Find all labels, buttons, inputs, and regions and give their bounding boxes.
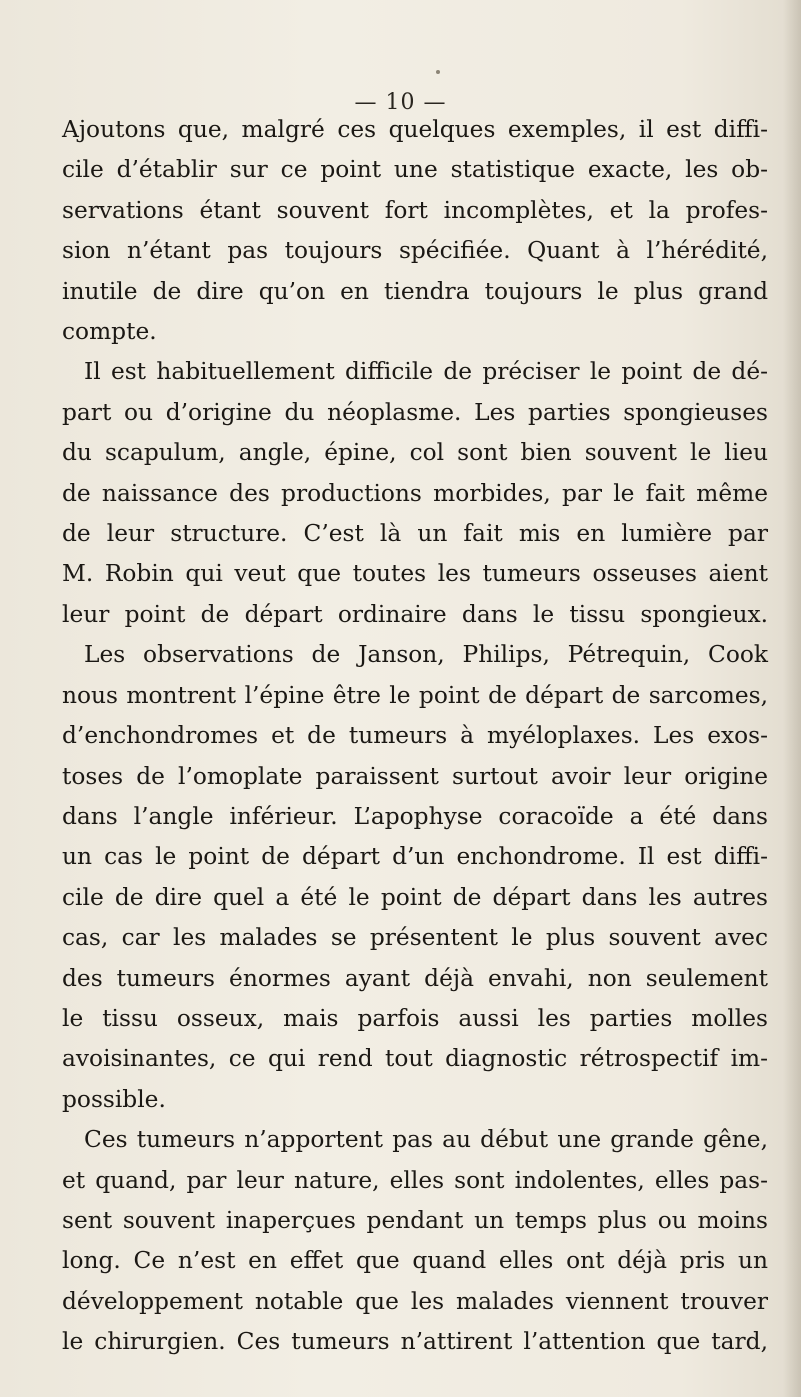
text-line: et quand, par leur nature, elles sont indolentes, elles pas- (62, 1166, 768, 1194)
body-text (62, 110, 768, 1363)
text-line: le tissu osseux, mais parfois aussi les parties molles (62, 1004, 768, 1032)
text-line: toses de l’omoplate paraissent surtout avoir leur origine (62, 762, 768, 790)
text-line: compte. (62, 318, 157, 346)
text-line: cas, car les malades se présentent le plus souvent avec (62, 924, 768, 952)
text-line: d’enchondromes et de tumeurs à myéloplaxes. Les exos- (62, 722, 768, 750)
text-line: dans l’angle inférieur. L’apophyse coracoïde a été dans (62, 802, 768, 830)
text-line: servations étant souvent fort incomplètes, et la profes- (62, 196, 768, 224)
text-line: cile de dire quel a été le point de départ dans les autres (62, 883, 768, 911)
page-edge-shadow (783, 0, 801, 1397)
text-line: développement notable que les malades viennent trouver (62, 1287, 768, 1315)
text-line: M. Robin qui veut que toutes les tumeurs osseuses aient (62, 560, 768, 588)
text-line: de leur structure. C’est là un fait mis en lumière par (62, 520, 768, 548)
text-line: avoisinantes, ce qui rend tout diagnostic rétrospectif im- (62, 1045, 768, 1073)
ink-speck (436, 70, 440, 74)
text-line: du scapulum, angle, épine, col sont bien souvent le lieu (62, 439, 768, 467)
text-line: possible. (62, 1085, 166, 1113)
text-line: de naissance des productions morbides, par le fait même (62, 479, 768, 507)
page-number: — 10 — (354, 90, 447, 115)
text-line: Les observations de Janson, Philips, Pétrequin, Cook (84, 641, 768, 669)
text-line: le chirurgien. Ces tumeurs n’attirent l’attention que tard, (62, 1328, 768, 1356)
text-line: Ajoutons que, malgré ces quelques exemples, il est diffi- (62, 116, 768, 143)
text-line: sent souvent inaperçues pendant un temps plus ou moins (62, 1206, 768, 1234)
text-line: part ou d’origine du néoplasme. Les parties spongieuses (62, 398, 768, 426)
text-line: un cas le point de départ d’un enchondrome. Il est diffi- (62, 843, 768, 871)
text-line: nous montrent l’épine être le point de départ de sarcomes, (62, 681, 768, 709)
text-line: leur point de départ ordinaire dans le tissu spongieux. (62, 600, 768, 628)
text-line: long. Ce n’est en effet que quand elles ont déjà pris un (62, 1247, 768, 1275)
text-line: sion n’étant pas toujours spécifiée. Quant à l’hérédité, (62, 237, 768, 265)
text-line: Il est habituellement difficile de préciser le point de dé- (84, 358, 768, 386)
text-line: Ces tumeurs n’apportent pas au début une grande gêne, (84, 1126, 768, 1154)
text-line: cile d’établir sur ce point une statistique exacte, les ob- (62, 156, 768, 184)
text-line: inutile de dire qu’on en tiendra toujours le plus grand (62, 277, 768, 305)
text-line: des tumeurs énormes ayant déjà envahi, non seulement (62, 964, 768, 992)
